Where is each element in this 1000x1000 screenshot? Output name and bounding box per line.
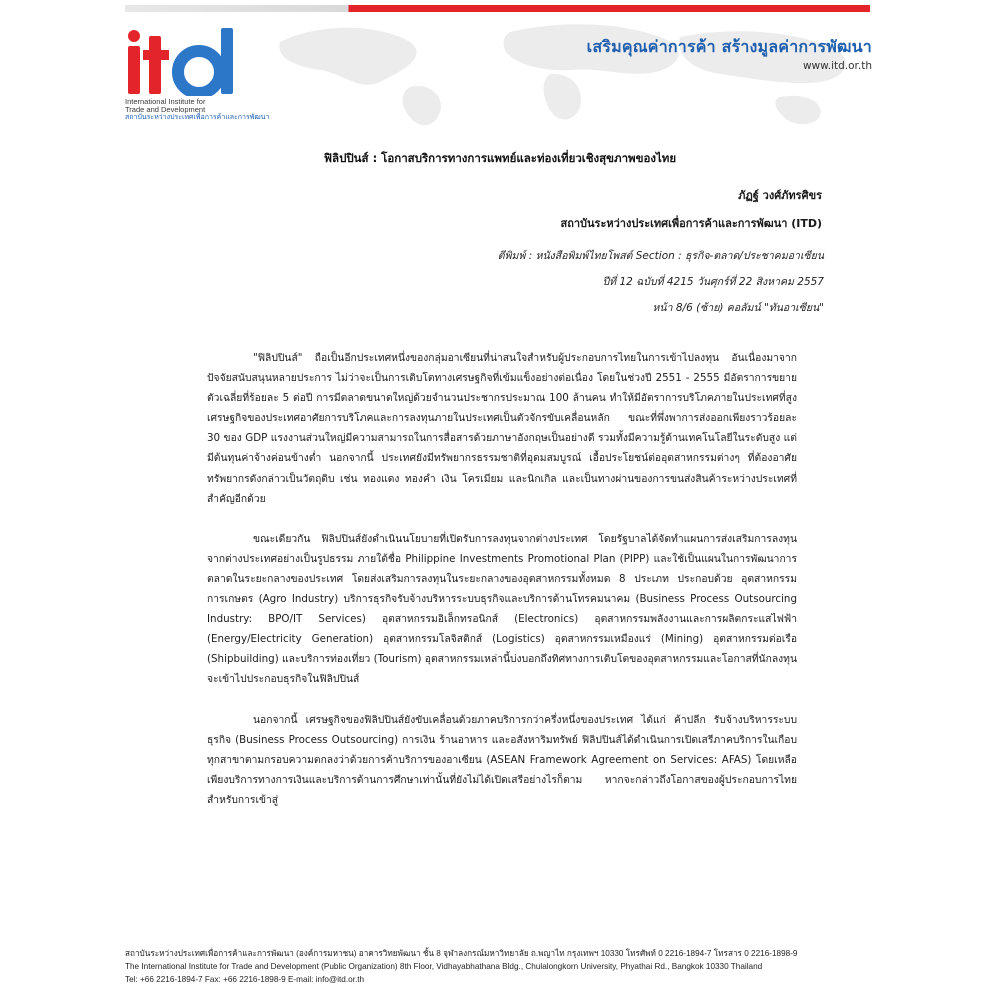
- header-tagline: เสริมคุณค่าการค้า สร้างมูลค่าการพัฒนา: [586, 37, 872, 56]
- footer-address-english: The International Institute for Trade and Development (Public Organization) 8th Floor, Vidhayabhathana Bldg., Chulalongkorn University, Phyathai Rd., Bangkok 10330 Thailand: [125, 962, 763, 971]
- paragraph: ขณะเดียวกัน ฟิลิปปินส์ยังดำเนินนโยบายที่เปิดรับการลงทุนจากต่างประเทศ โดยรัฐบาลได้จัดทำแผนการส่งเสริมการลงทุนจากต่างประเทศอย่างเป็นรูปธรรม ภายใต้ชื่อ Philippine Investments Promotional Plan (PIPP) และใช้เป็นแผนในการพัฒนาการตลาดในระยะกลางของประเทศ โดยส่งเสริมการลงทุนในระยะกลางของอุตสาหกรรมทั้งหมด 8 ประเภท ประกอบด้วย อุตสาหกรรมการเกษตร (Agro Industry) บริการธุรกิจรับจ้างบริหารระบบธุรกิจและบริการด้านโทรคมนาคม (Business Process Outsourcing Industry: BPO/IT Services) อุตสาหกรรมอิเล็กทรอนิกส์ (Electronics) อุตสาหกรรมพลังงานและการผลิตกระแสไฟฟ้า (Energy/Electricity Generation) อุตสาหกรรมโลจิสติกส์ (Logistics) อุตสาหกรรมเหมืองแร่ (Mining) อุตสาหกรรมต่อเรือ (Shipbuilding) และบริการท่องเที่ยว (Tourism) อุตสาหกรรมเหล่านี้บ่งบอกถึงทิศทางการเติบโตของอุตสาหกรรมและโอกาสที่นักลงทุนจะเข้าไปประกอบธุรกิจในฟิลิปปินส์: [207, 532, 797, 686]
- logo-subtitle-line-2: Trade and Development: [125, 105, 206, 114]
- header-color-bar: [125, 5, 870, 12]
- author-name: ภัฏฐ์ วงศ์ภัทรศิขร: [738, 189, 822, 202]
- article-title: ฟิลิปปินส์ : โอกาสบริการทางการแพทย์และท่องเที่ยวเชิงสุขภาพของไทย: [323, 151, 677, 165]
- paragraph: "ฟิลิปปินส์" ถือเป็นอีกประเทศหนึ่งของกลุ่มอาเซียนที่น่าสนใจสำหรับผู้ประกอบการไทยในการเข้าไปลงทุน อันเนื่องมาจากปัจจัยสนับสนุนหลายประการ ไม่ว่าจะเป็นการเติบโตทางเศรษฐกิจที่เข้มแข็งอย่างต่อเนื่อง โดยในช่วงปี 2551 - 2555 มีอัตราการขยายตัวเฉลี่ยที่ร้อยละ 5 ต่อปี การมีตลาดขนาดใหญ่ด้วยจำนวนประชากรประมาณ 100 ล้านคน ทำให้มีอัตราการบริโภคภายในประเทศที่สูง เศรษฐกิจของประเทศอาศัยการบริโภคและการลงทุนภายในประเทศเป็นตัวจักรขับเคลื่อนหลัก ขณะที่พึ่งพาการส่งออกเพียงราวร้อยละ 30 ของ GDP แรงงานส่วนใหญ่มีความสามารถในการสื่อสารด้วยภาษาอังกฤษเป็นอย่างดี รวมทั้งมีความรู้ด้านเทคโนโลยีในระดับสูง แต่มีต้นทุนค่าจ้างค่อนข้างต่ำ นอกจากนี้ ประเทศยังมีทรัพยากรธรรมชาติที่อุดมสมบูรณ์ เอื้อประโยชน์ต่ออุตสาหกรรมต่างๆ ที่ต้องอาศัยทรัพยากรดังกล่าวเป็นวัตถุดิบ เช่น ทองแดง ทองคำ เงิน โครเมียม และนิกเกิล และเป็นทางผ่านของการขนส่งสินค้าระหว่างประเทศที่สำคัญอีกด้วย: [207, 352, 797, 505]
- author-block: [560, 182, 822, 238]
- world-map-watermark: [260, 12, 870, 130]
- page-footer: [125, 947, 875, 986]
- article-body: [207, 348, 797, 810]
- publication-issue: ปีที่ 12 ฉบับที่ 4215 วันศุกร์ที่ 22 สิงหาคม 2557: [602, 276, 824, 288]
- footer-contact: Tel: +66 2216-1894-7 Fax: +66 2216-1898-9 E-mail: info@itd.or.th: [125, 975, 365, 984]
- publication-source: ตีพิมพ์ : หนังสือพิมพ์ไทยโพสต์ Section : ธุรกิจ-ตลาด/ประชาคมอาเซียน: [497, 250, 824, 262]
- footer-address-thai: สถาบันระหว่างประเทศเพื่อการค้าและการพัฒนา (องค์การมหาชน) อาคารวิทยพัฒนา ชั้น 8 จุฬาลงกรณ์มหาวิทยาลัย ถ.พญาไท กรุงเทพฯ 10330 โทรศัพท์ 0 2216-1894-7 โทรสาร 0 2216-1898-9: [125, 949, 798, 958]
- author-organization: สถาบันระหว่างประเทศเพื่อการค้าและการพัฒนา (ITD): [560, 217, 822, 230]
- paragraph: นอกจากนี้ เศรษฐกิจของฟิลิปปินส์ยังขับเคลื่อนด้วยภาคบริการกว่าครึ่งหนึ่งของประเทศ ได้แก่ ค้าปลีก รับจ้างบริหารระบบธุรกิจ (Business Process Outsourcing) การเงิน ร้านอาหาร และอสังหาริมทรัพย์ ฟิลิปปินส์ได้ดำเนินการเปิดเสรีภาคบริการในเกือบทุกสาขาตามกรอบความตกลงว่าด้วยการค้าบริการของอาเซียน (ASEAN Framework Agreement on Services: AFAS) โดยเหลือเพียงบริการทางการเงินและบริการด้านการศึกษาเท่านั้นที่ยังไม่ได้เปิดเสรีอย่างไรก็ตาม หากจะกล่าวถึงโอกาสของผู้ประกอบการไทยสำหรับการเข้าสู่: [207, 713, 797, 806]
- logo-subtitle-line-1: International Institute for: [125, 97, 206, 106]
- logo-subtitle-thai: สถาบันระหว่างประเทศเพื่อการค้าและการพัฒนา: [125, 114, 270, 121]
- publication-info: [498, 243, 824, 321]
- logo-subtitle: [125, 97, 270, 122]
- itd-logo: [125, 28, 270, 136]
- itd-logo-mark: [125, 28, 249, 96]
- website-link[interactable]: www.itd.or.th: [802, 60, 872, 72]
- publication-page: หน้า 8/6 (ซ้าย) คอลัมน์ "ทันอาเซียน": [652, 302, 824, 314]
